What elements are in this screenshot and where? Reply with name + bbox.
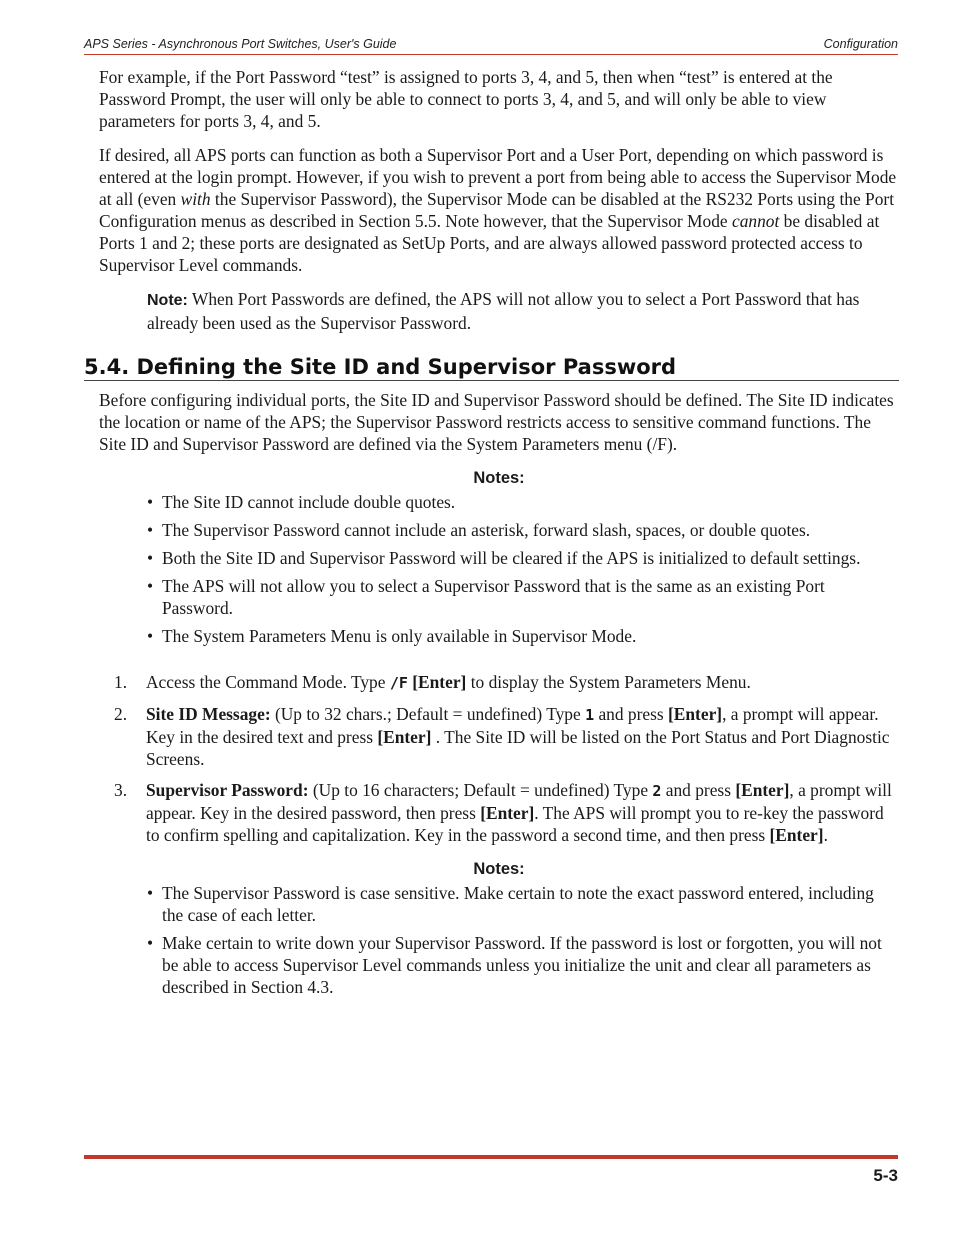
running-header <box>84 36 898 55</box>
list-item: • The Supervisor Password cannot include an asterisk, forward slash, spaces, or double quotes. <box>147 519 899 541</box>
paragraph-supervisor-port <box>99 144 899 276</box>
text-run: be disabled at Ports 1 and 2; these ports are designated as SetUp Ports, and are always allowed password protected access to Supervisor Level commands. <box>99 211 880 275</box>
text-run: . <box>823 825 828 845</box>
step-label: Site ID Message: <box>146 704 271 724</box>
note-port-passwords <box>147 288 899 334</box>
notes-list <box>99 491 899 647</box>
key-enter: [Enter] <box>480 803 535 823</box>
text-run: (Up to 32 chars.; Default = undefined) Type <box>270 704 586 724</box>
command-code: 1 <box>585 706 595 724</box>
section-heading: 5.4. Defining the Site ID and Supervisor Password <box>84 356 899 381</box>
page-body <box>84 66 899 1004</box>
text-run: and press <box>594 704 668 724</box>
list-item: • The Site ID cannot include double quotes. <box>147 491 899 513</box>
notes-list <box>99 882 899 998</box>
paragraph-site-id-intro: Before configuring individual ports, the Site ID and Supervisor Password should be defined. The Site ID indicates the location or name of the APS; the Supervisor Password restricts access to sensitive command functions. The Site ID and Supervisor Password are defined via the System Parameters menu (/F). <box>99 390 894 454</box>
key-enter: [Enter] <box>668 704 723 724</box>
text-run: and press <box>661 780 736 800</box>
header-title: APS Series - Asynchronous Port Switches, User's Guide <box>84 37 397 51</box>
paragraph-port-password-example: For example, if the Port Password “test” is assigned to ports 3, 4, and 5, then when “test” is entered at the Password Prompt, the user will only be able to connect to ports 3, 4, and 5, and will only be able to view parameters for ports 3, 4, and 5. <box>99 67 833 131</box>
step-1 <box>99 671 899 694</box>
notes-heading: Notes: <box>473 860 525 878</box>
list-item: • The Supervisor Password is case sensitive. Make certain to note the exact password entered, including the case of each letter. <box>147 882 899 926</box>
note-text: When Port Passwords are defined, the APS will not allow you to select a Port Password that has already been used as the Supervisor Password. <box>147 289 860 333</box>
text-run: (Up to 16 characters; Default = undefined) Type <box>308 780 653 800</box>
text-run: , a prompt will appear. Key in the desired password, then press <box>146 780 892 823</box>
text-run: , a prompt will appear. Key in the desired text and press <box>146 704 879 747</box>
step-label: Supervisor Password: <box>146 780 309 800</box>
step-number: 2. <box>114 704 128 724</box>
notes-heading: Notes: <box>473 469 525 487</box>
command-code: /F <box>389 674 408 692</box>
steps-list <box>99 671 899 846</box>
list-item: • The System Parameters Menu is only available in Supervisor Mode. <box>147 625 899 647</box>
list-item: • The APS will not allow you to select a Supervisor Password that is the same as an existing Port Password. <box>147 575 899 619</box>
key-enter: [Enter] <box>377 727 432 747</box>
text-run: . The Site ID will be listed on the Port Status and Port Diagnostic Screens. <box>146 727 890 769</box>
step-2 <box>99 703 899 770</box>
text-run: Access the Command Mode. Type <box>146 672 390 692</box>
page-number: 5-3 <box>873 1166 898 1185</box>
text-run: . The APS will prompt you to re-key the password to confirm spelling and capitalization. Key in the password a second time, and then press <box>146 803 884 845</box>
footer-rule <box>84 1155 898 1159</box>
key-enter: [Enter] <box>769 825 824 845</box>
note-label: Note: <box>147 292 188 309</box>
step-number: 1. <box>114 672 128 692</box>
text-run: If desired, all APS ports can function as both a Supervisor Port and a User Port, depending on which password is entered at the login prompt. However, if you wish to prevent a port from being able to access the Supervisor Mode at all (even <box>99 145 897 209</box>
emphasis-cannot: cannot <box>731 211 780 231</box>
text-run: the Supervisor Password), the Supervisor Mode can be disabled at the RS232 Ports using the Port Configuration menus as described in Section 5.5. Note however, that the Supervisor Mode <box>99 189 895 231</box>
text-run: to display the System Parameters Menu. <box>466 672 751 692</box>
step-3 <box>99 779 899 846</box>
key-enter: [Enter] <box>735 780 790 800</box>
list-item: • Both the Site ID and Supervisor Password will be cleared if the APS is initialized to default settings. <box>147 547 899 569</box>
step-number: 3. <box>114 780 128 800</box>
emphasis-with: with <box>180 189 211 209</box>
command-code: 2 <box>652 782 662 800</box>
header-chapter: Configuration <box>823 37 898 51</box>
key-enter: [Enter] <box>412 672 467 692</box>
list-item: • Make certain to write down your Supervisor Password. If the password is lost or forgotten, you will not be able to access Supervisor Level commands unless you initialize the unit and clear all parameters as described in Section 4.3. <box>147 932 899 998</box>
